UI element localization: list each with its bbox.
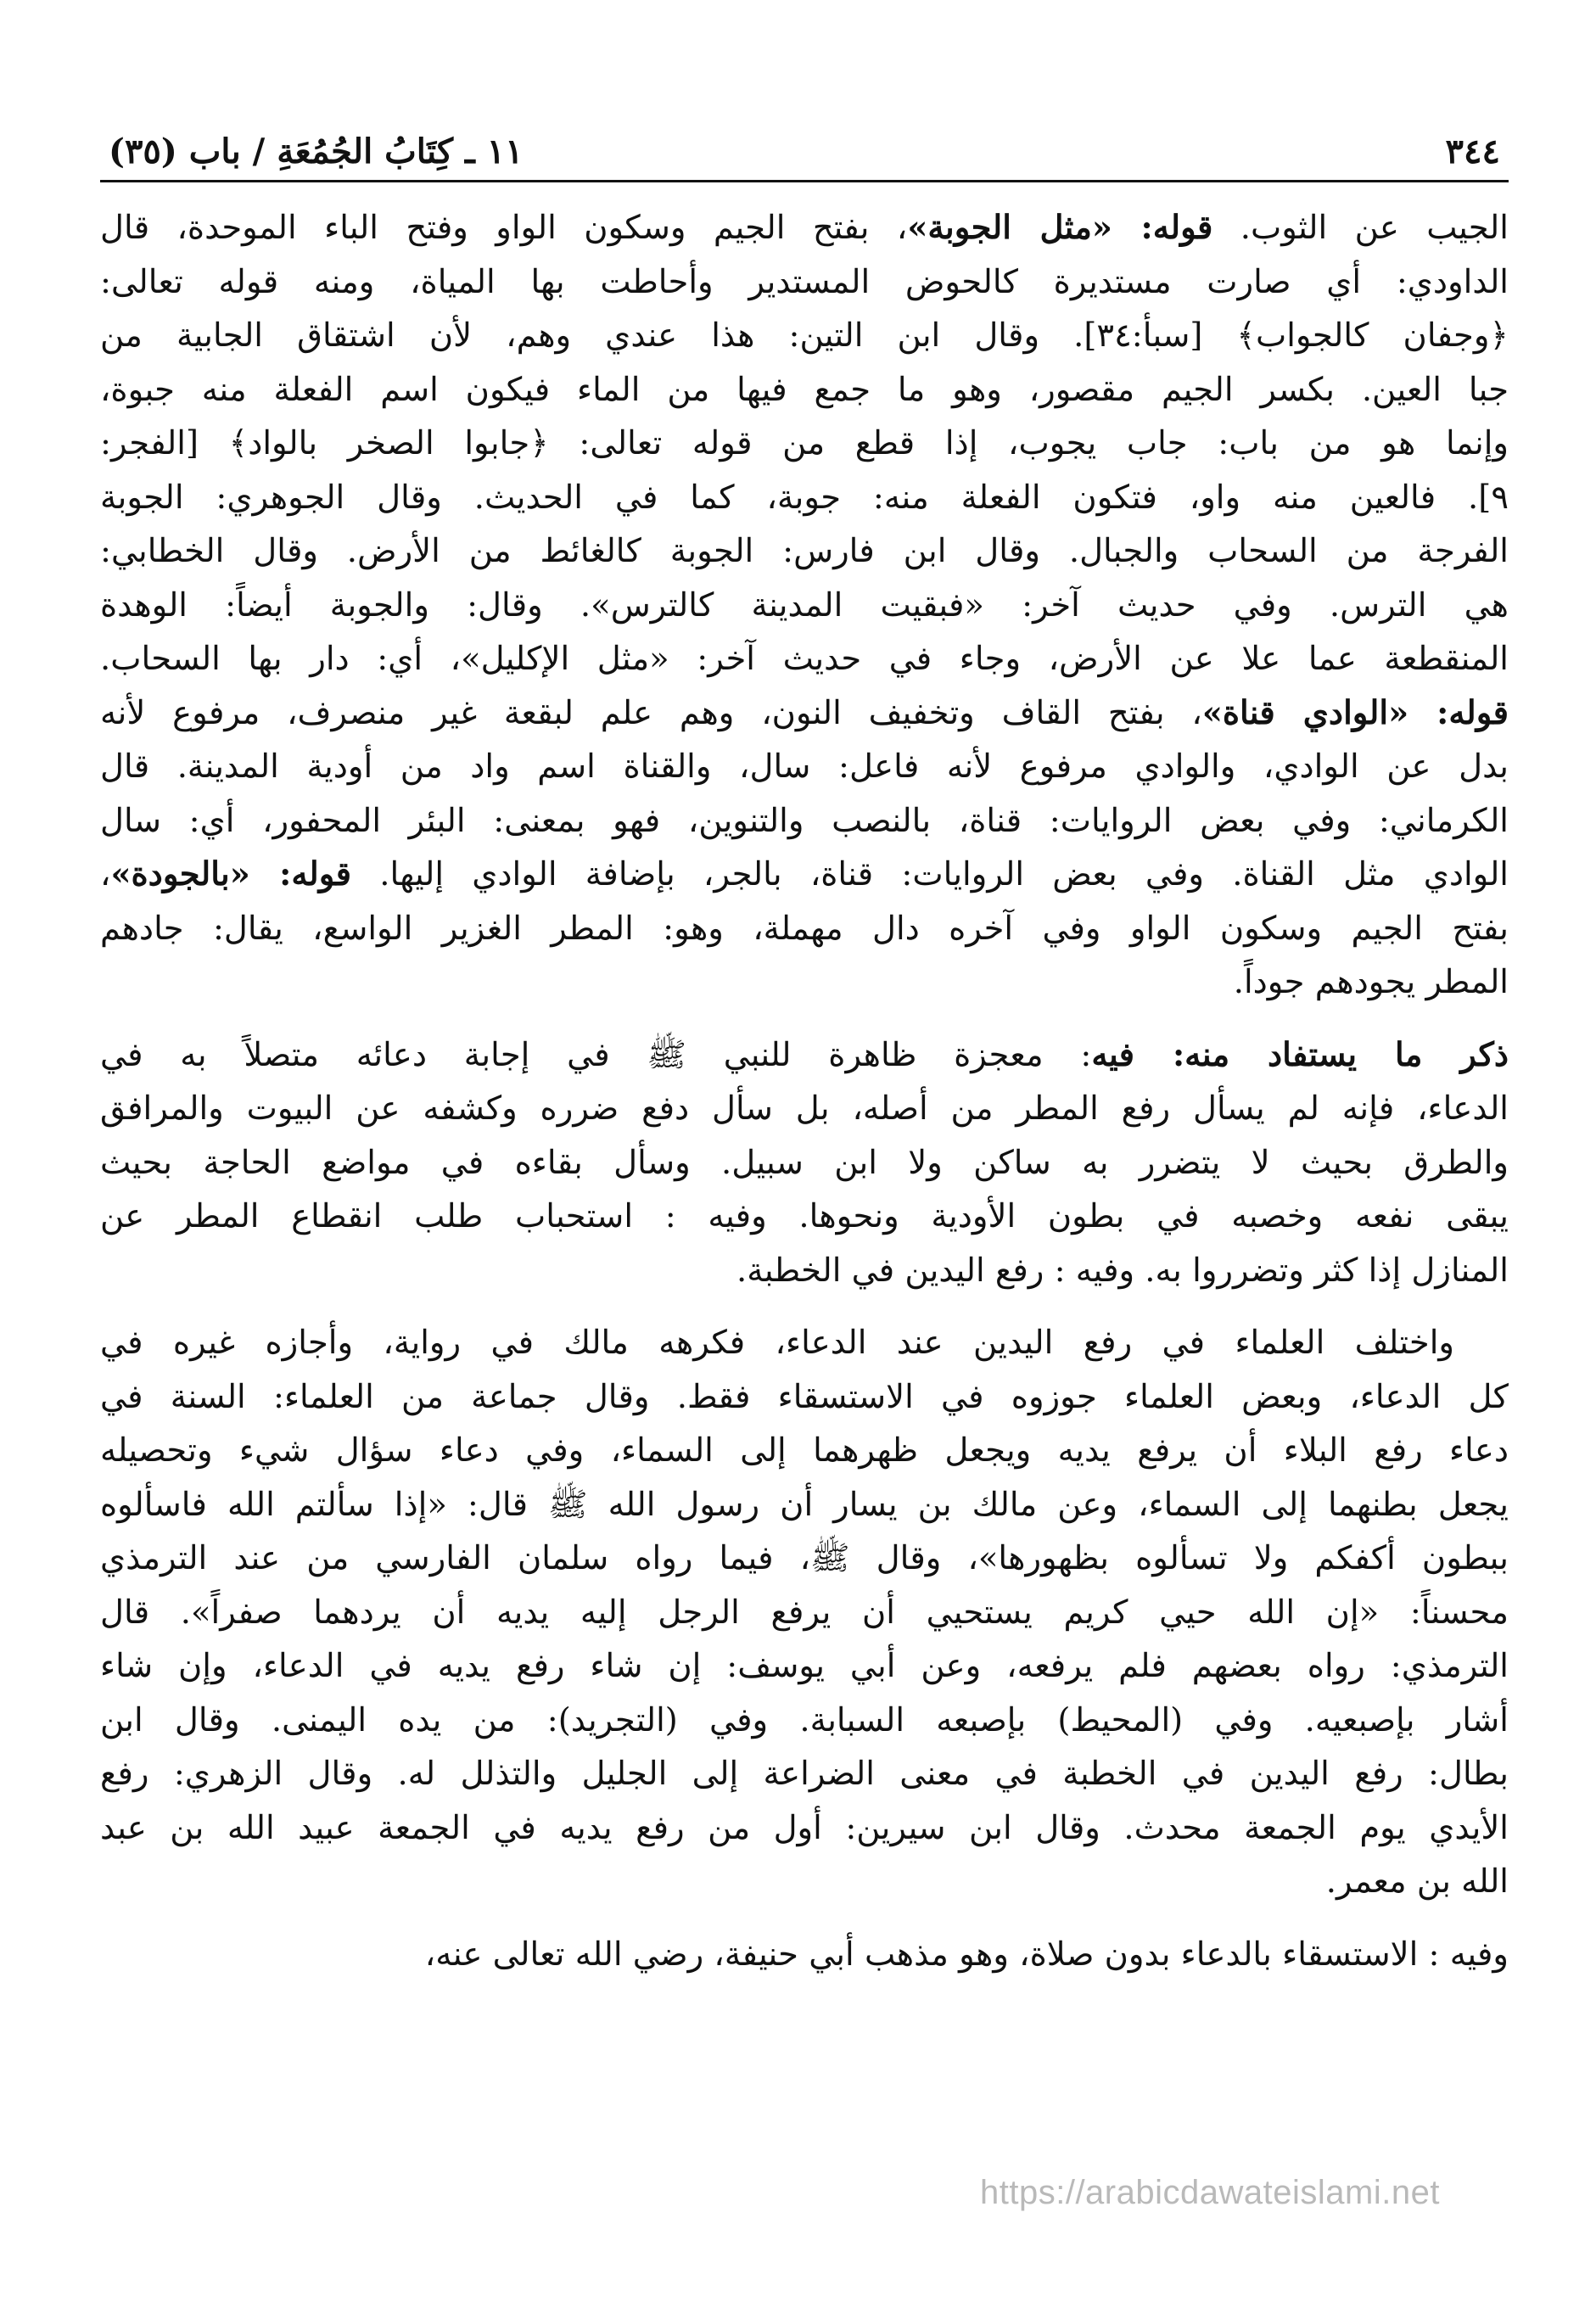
text-line bbox=[100, 794, 1509, 849]
text-line bbox=[100, 1639, 1509, 1694]
text-line bbox=[100, 417, 1509, 471]
text-line bbox=[100, 1801, 1509, 1856]
text-line bbox=[100, 471, 1509, 525]
text-run: واختلف العلماء في رفع اليدين عند الدعاء، فكرهه مالك في رواية، وأجازه غيره في bbox=[100, 1324, 1454, 1362]
text-run: الترمذي: رواه بعضهم فلم يرفعه، وعن أبي يوسف: إن شاء رفع يديه في الدعاء، وإن شاء bbox=[100, 1647, 1509, 1685]
bold-term: ذكر ما يستفاد منه: فيه bbox=[1091, 1035, 1509, 1074]
paragraph bbox=[100, 201, 1509, 1010]
text-run: الله بن معمر. bbox=[1325, 1862, 1509, 1901]
text-line bbox=[100, 1424, 1509, 1478]
watermark-url: https://arabicdawateislami.net bbox=[980, 2174, 1440, 2211]
text-line bbox=[100, 255, 1509, 310]
bold-term: قوله: «الوادي قناة» bbox=[1201, 693, 1509, 732]
book-page bbox=[100, 109, 1509, 1981]
text-line bbox=[100, 1136, 1509, 1190]
text-line bbox=[100, 1082, 1509, 1136]
text-line bbox=[100, 1532, 1509, 1586]
text-run: وإنما هو من باب: جاب يجوب، إذا قطع من قوله تعالى: ﴿جابوا الصخر بالواد﴾ [الفجر: bbox=[100, 424, 1509, 462]
text-run: أشار بإصبعيه. وفي (المحيط) بإصبعه السبابة. وفي (التجريد): من يده اليمنى. وقال ابن bbox=[100, 1700, 1509, 1739]
text-run: جبا العين. بكسر الجيم مقصور، وهو ما جمع فيها من الماء فيكون اسم الفعلة منه جبوة، bbox=[100, 370, 1509, 409]
bold-term: قوله: «مثل الجوبة» bbox=[907, 209, 1213, 247]
running-header bbox=[100, 109, 1509, 182]
text-line bbox=[100, 740, 1509, 794]
bold-term: قوله: «بالجودة» bbox=[110, 855, 352, 893]
text-run: : معجزة ظاهرة للنبي ﷺ في إجابة دعائه متصلاً به في bbox=[100, 1035, 1092, 1074]
text-run: يجعل بطنهما إلى السماء، وعن مالك بن يسار أن رسول الله ﷺ قال: «إذا سألتم الله فاسألوه bbox=[100, 1485, 1509, 1524]
paragraph bbox=[100, 1028, 1509, 1298]
text-run: دعاء رفع البلاء أن يرفع يديه ويجعل ظهرهما إلى السماء، وفي دعاء سؤال شيء وتحصيله bbox=[100, 1431, 1509, 1470]
text-run: الوادي مثل القناة. وفي بعض الروايات: قناة، بالجر، بإضافة الوادي إليها. bbox=[351, 855, 1509, 893]
text-line bbox=[100, 902, 1509, 956]
text-run: المنازل إذا كثر وتضرروا به. وفيه : رفع اليدين في الخطبة. bbox=[736, 1251, 1509, 1290]
text-line bbox=[100, 201, 1509, 255]
text-run: الدعاء، فإنه لم يسأل رفع المطر من أصله، بل سأل دفع ضرره وكشفه عن البيوت والمرافق bbox=[100, 1089, 1509, 1128]
text-run: الكرماني: وفي بعض الروايات: قناة، بالنصب والتنوين، فهو بمعنى: البئر المحفور، أي: سال bbox=[100, 801, 1509, 840]
text-line bbox=[100, 579, 1509, 633]
text-line bbox=[100, 955, 1509, 1010]
text-line bbox=[100, 524, 1509, 579]
text-run: هي الترس. وفي حديث آخر: «فبقيت المدينة كالترس». وقال: والجوبة أيضاً: الوهدة bbox=[100, 585, 1509, 625]
text-run: المنقطعة عما علا عن الأرض، وجاء في حديث آخر: «مثل الإكليل»، أي: دار بها السحاب. bbox=[100, 640, 1509, 678]
text-line bbox=[100, 1586, 1509, 1640]
text-line bbox=[100, 1855, 1509, 1909]
text-run: يبقى نفعه وخصبه في بطون الأودية ونحوها. وفيه : استحباب طلب انقطاع المطر عن bbox=[100, 1197, 1509, 1235]
text-line bbox=[100, 1190, 1509, 1244]
body-text bbox=[100, 201, 1509, 1981]
text-run: بدل عن الوادي، والوادي مرفوع لأنه فاعل: سال، والقناة اسم واد من أودية المدينة. قال bbox=[100, 748, 1509, 786]
chapter-title: ١١ ـ كِتَابُ الجُمُعَةِ / باب (٣٥) bbox=[109, 132, 524, 171]
text-run: ﴿وجفان كالجواب﴾ [سبأ:٣٤]. وقال ابن التين: هذا عندي وهم، لأن اشتقاق الجابية من bbox=[100, 316, 1509, 355]
page-number: ٣٤٤ bbox=[1445, 132, 1500, 171]
text-run: وفيه : الاستسقاء بالدعاء بدون صلاة، وهو مذهب أبي حنيفة، رضي الله تعالى عنه، bbox=[424, 1935, 1509, 1974]
text-run: الأيدي يوم الجمعة محدث. وقال ابن سيرين: أول من رفع يديه في الجمعة عبيد الله بن عبد bbox=[100, 1808, 1509, 1847]
text-line bbox=[100, 1028, 1509, 1083]
text-run: ٩]. فالعين منه واو، فتكون الفعلة منه: جوبة، كما في الحديث. وقال الجوهري: الجوبة bbox=[100, 478, 1509, 517]
text-run: الداودي: أي صارت مستديرة كالحوض المستدير وأحاطت بها المياة، ومنه قوله تعالى: bbox=[100, 262, 1509, 301]
text-run: كل الدعاء، وبعض العلماء جوزوه في الاستسقاء فقط. وقال جماعة من العلماء: السنة في bbox=[100, 1377, 1509, 1416]
text-line bbox=[100, 848, 1509, 902]
text-run: الفرجة من السحاب والجبال. وقال ابن فارس: الجوبة كالغائط من الأرض. وقال الخطابي: bbox=[100, 532, 1509, 570]
text-line bbox=[100, 1478, 1509, 1532]
text-line bbox=[100, 1370, 1509, 1425]
text-run: ببطون أكفكم ولا تسألوه بظهورها»، وقال ﷺ، فيما رواه سلمان الفارسي من عند الترمذي bbox=[100, 1539, 1509, 1577]
text-line bbox=[100, 363, 1509, 417]
text-run: محسناً: «إن الله حيي كريم يستحيي أن يرفع الرجل إليه يديه أن يردهما صفراً». قال bbox=[100, 1593, 1509, 1632]
paragraph bbox=[100, 1316, 1509, 1909]
text-line bbox=[100, 1244, 1509, 1298]
text-line bbox=[100, 309, 1509, 363]
text-run: ، بفتح القاف وتخفيف النون، وهم علم لبقعة غير منصرف، مرفوع لأنه bbox=[100, 693, 1202, 732]
text-run: ، bbox=[100, 855, 111, 893]
text-run: والطرق بحيث لا يتضرر به ساكن ولا ابن سبيل. وسأل بقاءه في مواضع الحاجة بحيث bbox=[100, 1143, 1509, 1182]
paragraph bbox=[100, 1928, 1509, 1982]
text-run: ، بفتح الجيم وسكون الواو وفتح الباء الموحدة، قال bbox=[100, 209, 908, 247]
text-line bbox=[100, 1747, 1509, 1801]
text-run: الجيب عن الثوب. bbox=[1212, 209, 1509, 247]
text-line bbox=[100, 1928, 1509, 1982]
text-line bbox=[100, 1694, 1509, 1748]
text-line bbox=[100, 632, 1509, 686]
text-run: بطال: رفع اليدين في الخطبة في معنى الضراعة إلى الجليل والتذلل له. وقال الزهري: رفع bbox=[100, 1755, 1509, 1793]
text-run: بفتح الجيم وسكون الواو وفي آخره دال مهملة، وهو: المطر الغزير الواسع، يقال: جادهم bbox=[100, 909, 1509, 948]
text-line bbox=[100, 686, 1509, 741]
text-run: المطر يجودهم جوداً. bbox=[1233, 963, 1509, 1001]
text-line bbox=[100, 1316, 1509, 1370]
